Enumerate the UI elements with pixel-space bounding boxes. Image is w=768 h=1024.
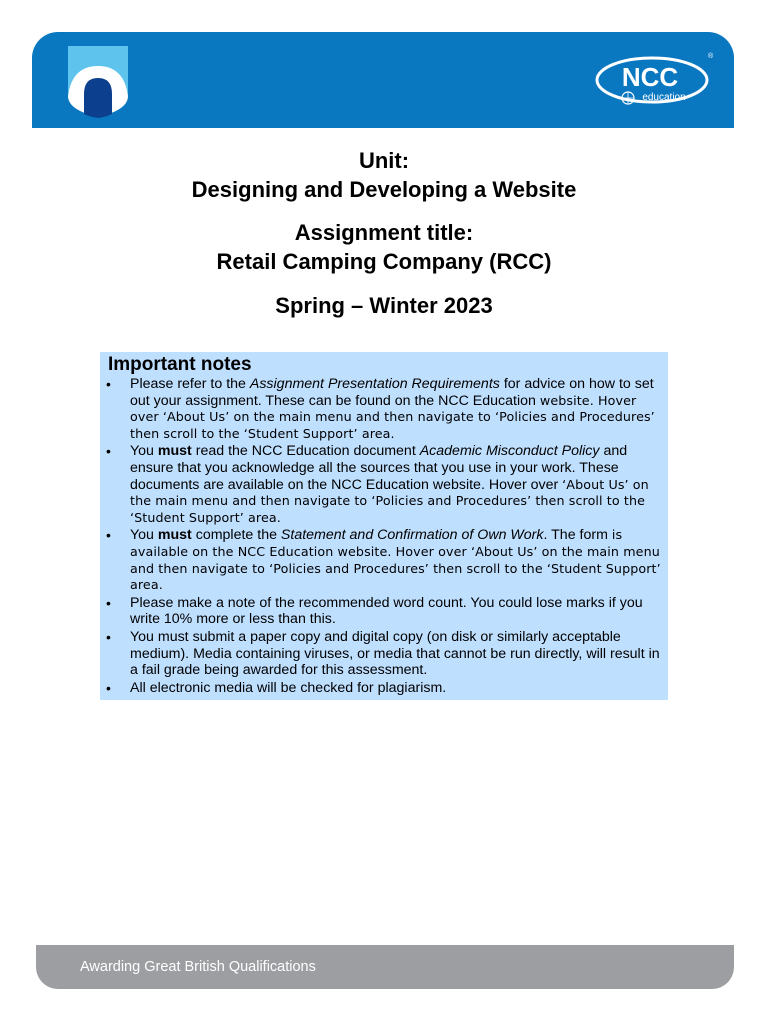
- note-item: [100, 527, 668, 593]
- logo-subtext: education: [642, 92, 686, 103]
- note-item: [100, 595, 668, 628]
- note-text-segment: complete the: [191, 527, 281, 544]
- note-text-segment: Academic Misconduct Policy: [419, 443, 600, 460]
- note-text-segment: Please make a note of the recommended word count. You could lose marks if you write 10% more or less than this.: [130, 594, 643, 628]
- note-text-segment: You: [130, 443, 158, 460]
- shield-crest-icon: [66, 44, 130, 119]
- footer-bar: [36, 945, 734, 989]
- unit-label: Unit:: [358, 148, 410, 173]
- registered-mark: ®: [708, 53, 714, 60]
- note-text-segment: and ensure that you acknowledge all the sources that you use in your work. These documents are available on the NCC Education website. Hover over: [130, 443, 628, 493]
- logo-text: NCC: [621, 62, 679, 92]
- note-item: [100, 680, 668, 697]
- assignment-label: Assignment title:: [294, 220, 474, 245]
- note-item: [100, 629, 668, 679]
- note-text-segment: You must submit a paper copy and digital copy (on disk or similarly acceptable medium). Media containing viruses, or media that cannot be run directly, will result in a fail grade being awarded for this assessment.: [130, 628, 660, 679]
- unit-name: Designing and Developing a Website: [191, 177, 577, 202]
- note-text-segment: website. Hover over ‘About Us’ on the main menu and then navigate to ‘Policies and Procedures’ then scroll to the ‘Student Support’ area.: [130, 392, 655, 441]
- assignment-title: [0, 218, 768, 276]
- note-text-segment: for advice on how to set out your assignment. These can be found on the NCC Education: [130, 376, 654, 409]
- session-text: Spring – Winter 2023: [275, 293, 493, 318]
- note-text-segment: Please refer to the: [130, 376, 250, 392]
- note-text-segment: . The form: [543, 527, 612, 544]
- important-notes-box: [100, 352, 668, 700]
- notes-list: [100, 376, 668, 697]
- footer-tagline: Awarding Great British Qualifications: [80, 959, 316, 975]
- note-item: [100, 376, 668, 442]
- note-text-segment: must: [157, 527, 192, 544]
- notes-heading: Important notes: [108, 354, 252, 375]
- note-item: [100, 443, 668, 526]
- note-text-segment: must: [157, 443, 192, 460]
- ncc-education-logo: [592, 48, 716, 112]
- note-text-segment: Statement and Confirmation of Own Work: [280, 527, 544, 544]
- note-text-segment: Assignment Presentation Requirements: [249, 376, 500, 392]
- note-text-segment: All electronic media will be checked for plagiarism.: [130, 679, 447, 696]
- session-title: [0, 291, 768, 320]
- note-text-segment: You: [130, 527, 158, 544]
- assignment-name: Retail Camping Company (RCC): [216, 249, 552, 274]
- note-text-segment: read the NCC Education document: [191, 443, 420, 460]
- note-text-segment: is available on the NCC Education website. Hover over ‘About Us’ on the main menu and then navigate to ‘Policies and Procedures’ then scroll to the ‘Student Support’ area.: [130, 527, 661, 593]
- unit-title: [0, 146, 768, 204]
- note-text-segment: ‘About Us’ on the main menu and then navigate to ‘Policies and Procedures’ then scroll to the ‘Student Support’ area.: [130, 476, 649, 525]
- header-banner: [32, 32, 734, 128]
